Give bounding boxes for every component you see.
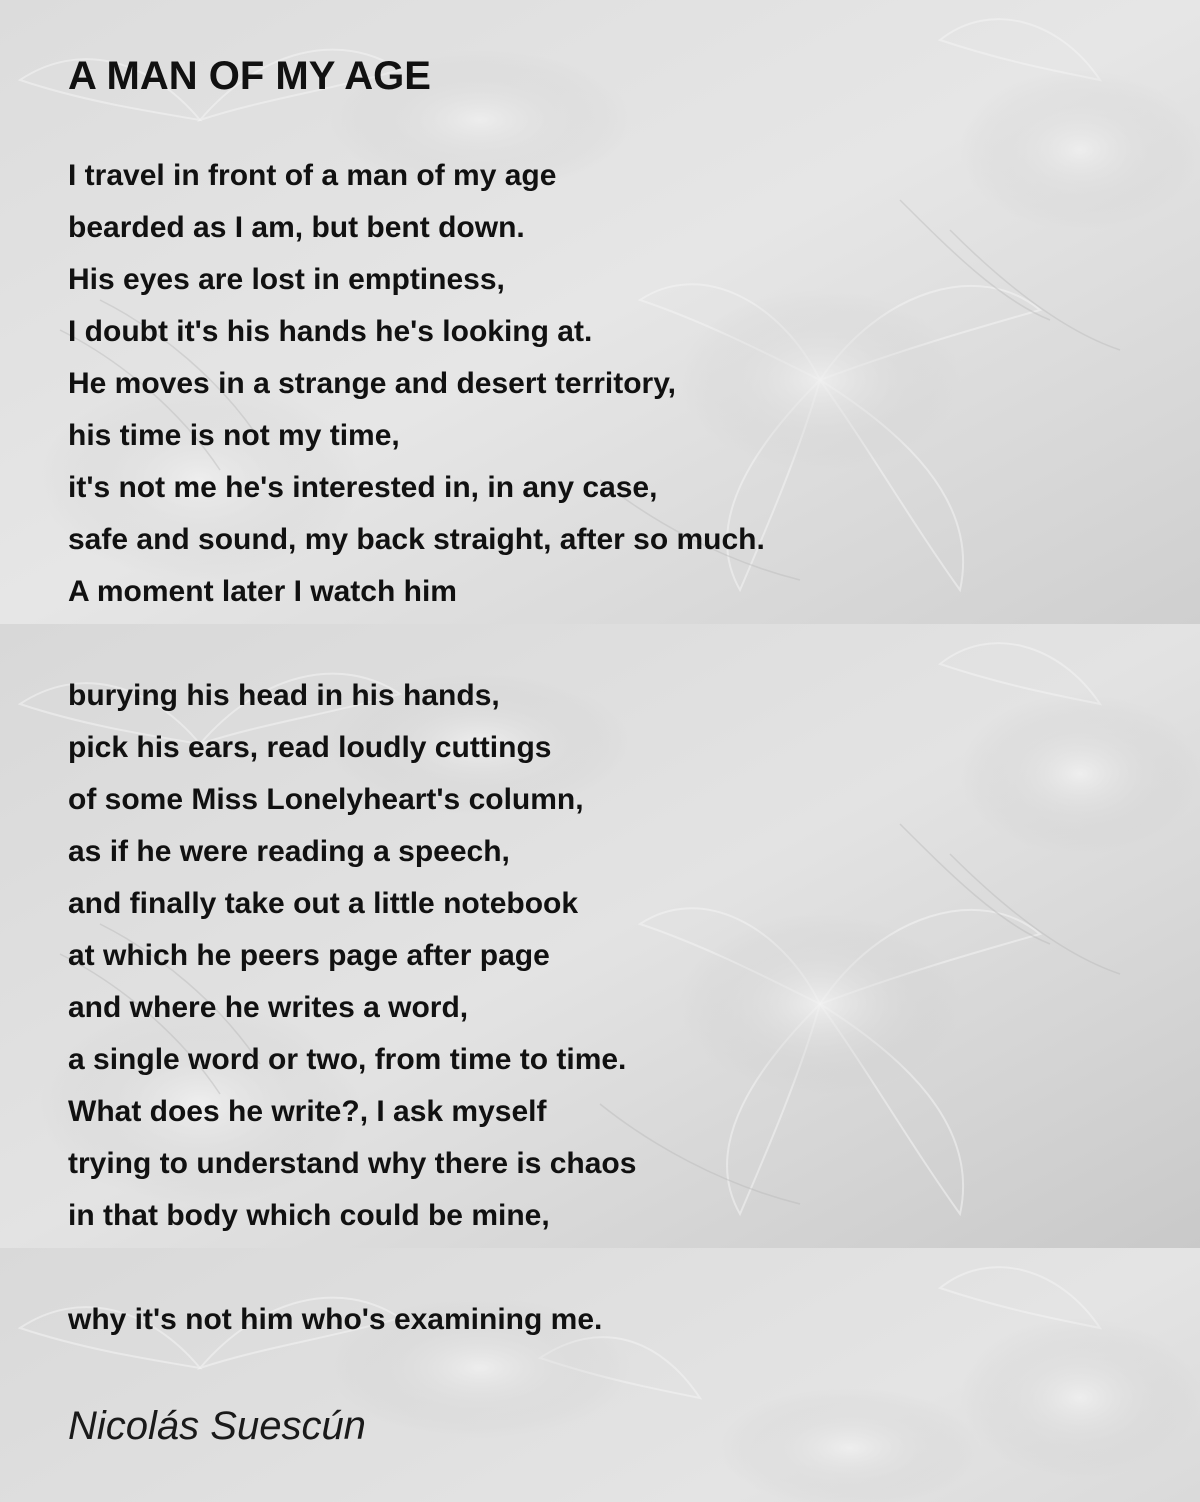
poem-author: Nicolás Suescún xyxy=(68,1404,366,1448)
poem-line: and where he writes a word, xyxy=(68,991,469,1024)
poem-line: I travel in front of a man of my age xyxy=(68,159,557,192)
poem-line: He moves in a strange and desert territory, xyxy=(68,367,676,400)
poem-line: and finally take out a little notebook xyxy=(68,887,579,920)
poem-line: in that body which could be mine, xyxy=(68,1199,550,1232)
poem-line: at which he peers page after page xyxy=(68,939,550,972)
stanza-1 xyxy=(68,150,765,618)
poem-line: burying his head in his hands, xyxy=(68,679,500,712)
poem-line: pick his ears, read loudly cuttings xyxy=(68,731,552,764)
poem-title: A MAN OF MY AGE xyxy=(68,54,431,98)
poem-line: as if he were reading a speech, xyxy=(68,835,510,868)
poem-line: His eyes are lost in emptiness, xyxy=(68,263,505,296)
poem-line: it's not me he's interested in, in any case, xyxy=(68,471,658,504)
poem-line: trying to understand why there is chaos xyxy=(68,1147,637,1180)
poem-line: I doubt it's his hands he's looking at. xyxy=(68,315,593,348)
poem-line: A moment later I watch him xyxy=(68,575,457,608)
poem-line: safe and sound, my back straight, after so much. xyxy=(68,523,765,556)
poem-line: his time is not my time, xyxy=(68,419,400,452)
stanza-2 xyxy=(68,670,636,1242)
poem-line: why it's not him who's examining me. xyxy=(68,1303,603,1336)
stanza-3 xyxy=(68,1294,602,1346)
poem-line: What does he write?, I ask myself xyxy=(68,1095,547,1128)
poem-line: a single word or two, from time to time. xyxy=(68,1043,627,1076)
poem-line: of some Miss Lonelyheart's column, xyxy=(68,783,584,816)
poem-line: bearded as I am, but bent down. xyxy=(68,211,525,244)
